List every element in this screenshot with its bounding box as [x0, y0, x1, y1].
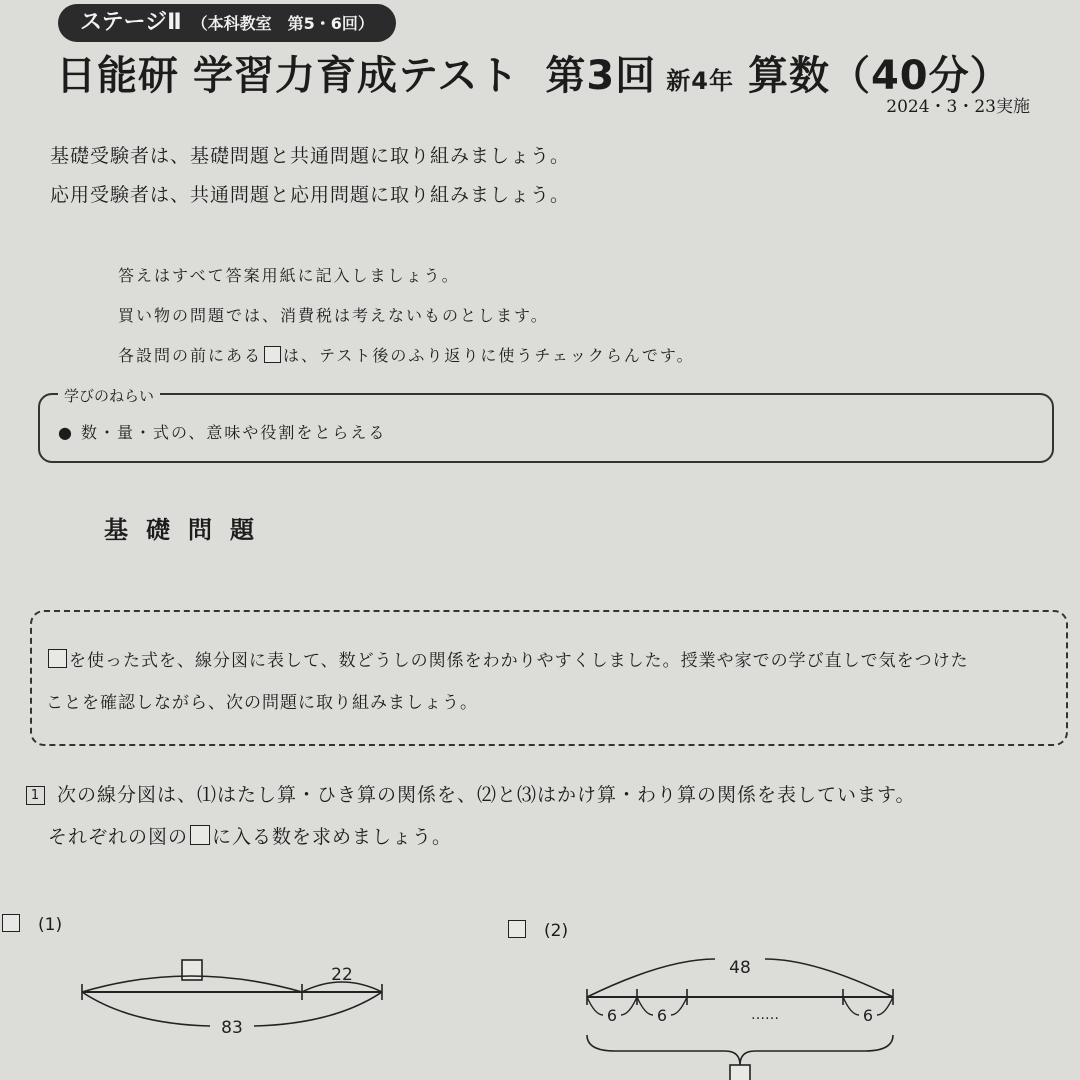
brace-total-right — [254, 992, 382, 1026]
check-square-icon — [264, 346, 281, 363]
question-1-line-2: それぞれの図の に入る数を求めましょう。 — [48, 826, 453, 848]
rule-checkbox: 各設問の前にある は、テスト後のふり返りに使うチェックらんです。 — [118, 346, 695, 365]
ellipsis: …… — [751, 1007, 779, 1023]
brand-name: 日能研 — [56, 53, 179, 99]
problem-1-label: (1) — [2, 914, 62, 935]
problem-2-label: (2) — [508, 920, 568, 941]
problem-1-checkbox[interactable] — [2, 914, 20, 932]
test-round: 第3回 — [545, 53, 657, 99]
aim-label: 学びのねらい — [58, 385, 160, 406]
stage-sub: （本科教室 第5・6回） — [191, 14, 374, 33]
segment-value: 6 — [606, 1006, 618, 1025]
intro-advanced: 応用受験者は、共通問題と応用問題に取り組みましょう。 — [50, 184, 571, 206]
subject-label: 算数（40分） — [747, 53, 1011, 99]
problem-2-diagram — [575, 955, 905, 1080]
note-box — [30, 610, 1068, 746]
segment-value: 6 — [656, 1006, 668, 1025]
known-part-value: 22 — [331, 965, 353, 985]
rule-tax: 買い物の問題では、消費税は考えないものとします。 — [118, 306, 549, 325]
answer-blank-icon — [730, 1065, 750, 1080]
stage-label: ステージⅡ — [80, 10, 182, 35]
segment-value: 6 — [862, 1006, 874, 1025]
answer-blank-icon — [182, 960, 202, 980]
blank-square-icon — [190, 825, 210, 845]
problem-1-diagram — [70, 950, 400, 1050]
note-line-2: ことを確認しながら、次の問題に取り組みましょう。 — [46, 693, 478, 713]
grade-label: 新4年 — [666, 67, 734, 95]
note-line-1: を使った式を、線分図に表して、数どうしの関係をわかりやすくしました。授業や家での学び直しで気をつけた — [46, 646, 969, 671]
total-value: 48 — [729, 958, 751, 978]
question-1-line-1: 1 次の線分図は、⑴はたし算・ひき算の関係を、⑵と⑶はかけ算・わり算の関係を表しています。 — [26, 780, 915, 807]
blank-square-icon — [48, 649, 67, 668]
brace-total-left — [587, 959, 715, 997]
problem-2-checkbox[interactable] — [508, 920, 526, 938]
aim-text: ● 数・量・式の、意味や役割をとらえる — [58, 423, 387, 442]
question-number: 1 — [26, 786, 45, 805]
total-value: 83 — [221, 1018, 243, 1038]
brace-total-right — [765, 959, 893, 997]
rule-answer-sheet: 答えはすべて答案用紙に記入しましょう。 — [118, 266, 460, 285]
test-name: 学習力育成テスト — [193, 53, 520, 99]
test-date: 2024・3・23実施 — [886, 97, 1030, 117]
stage-badge — [58, 4, 396, 42]
intro-basic: 基礎受験者は、基礎問題と共通問題に取り組みましょう。 — [50, 145, 571, 167]
brace-total-left — [82, 992, 210, 1026]
curly-brace-icon — [587, 1035, 893, 1065]
section-title: 基礎問題 — [104, 516, 272, 544]
